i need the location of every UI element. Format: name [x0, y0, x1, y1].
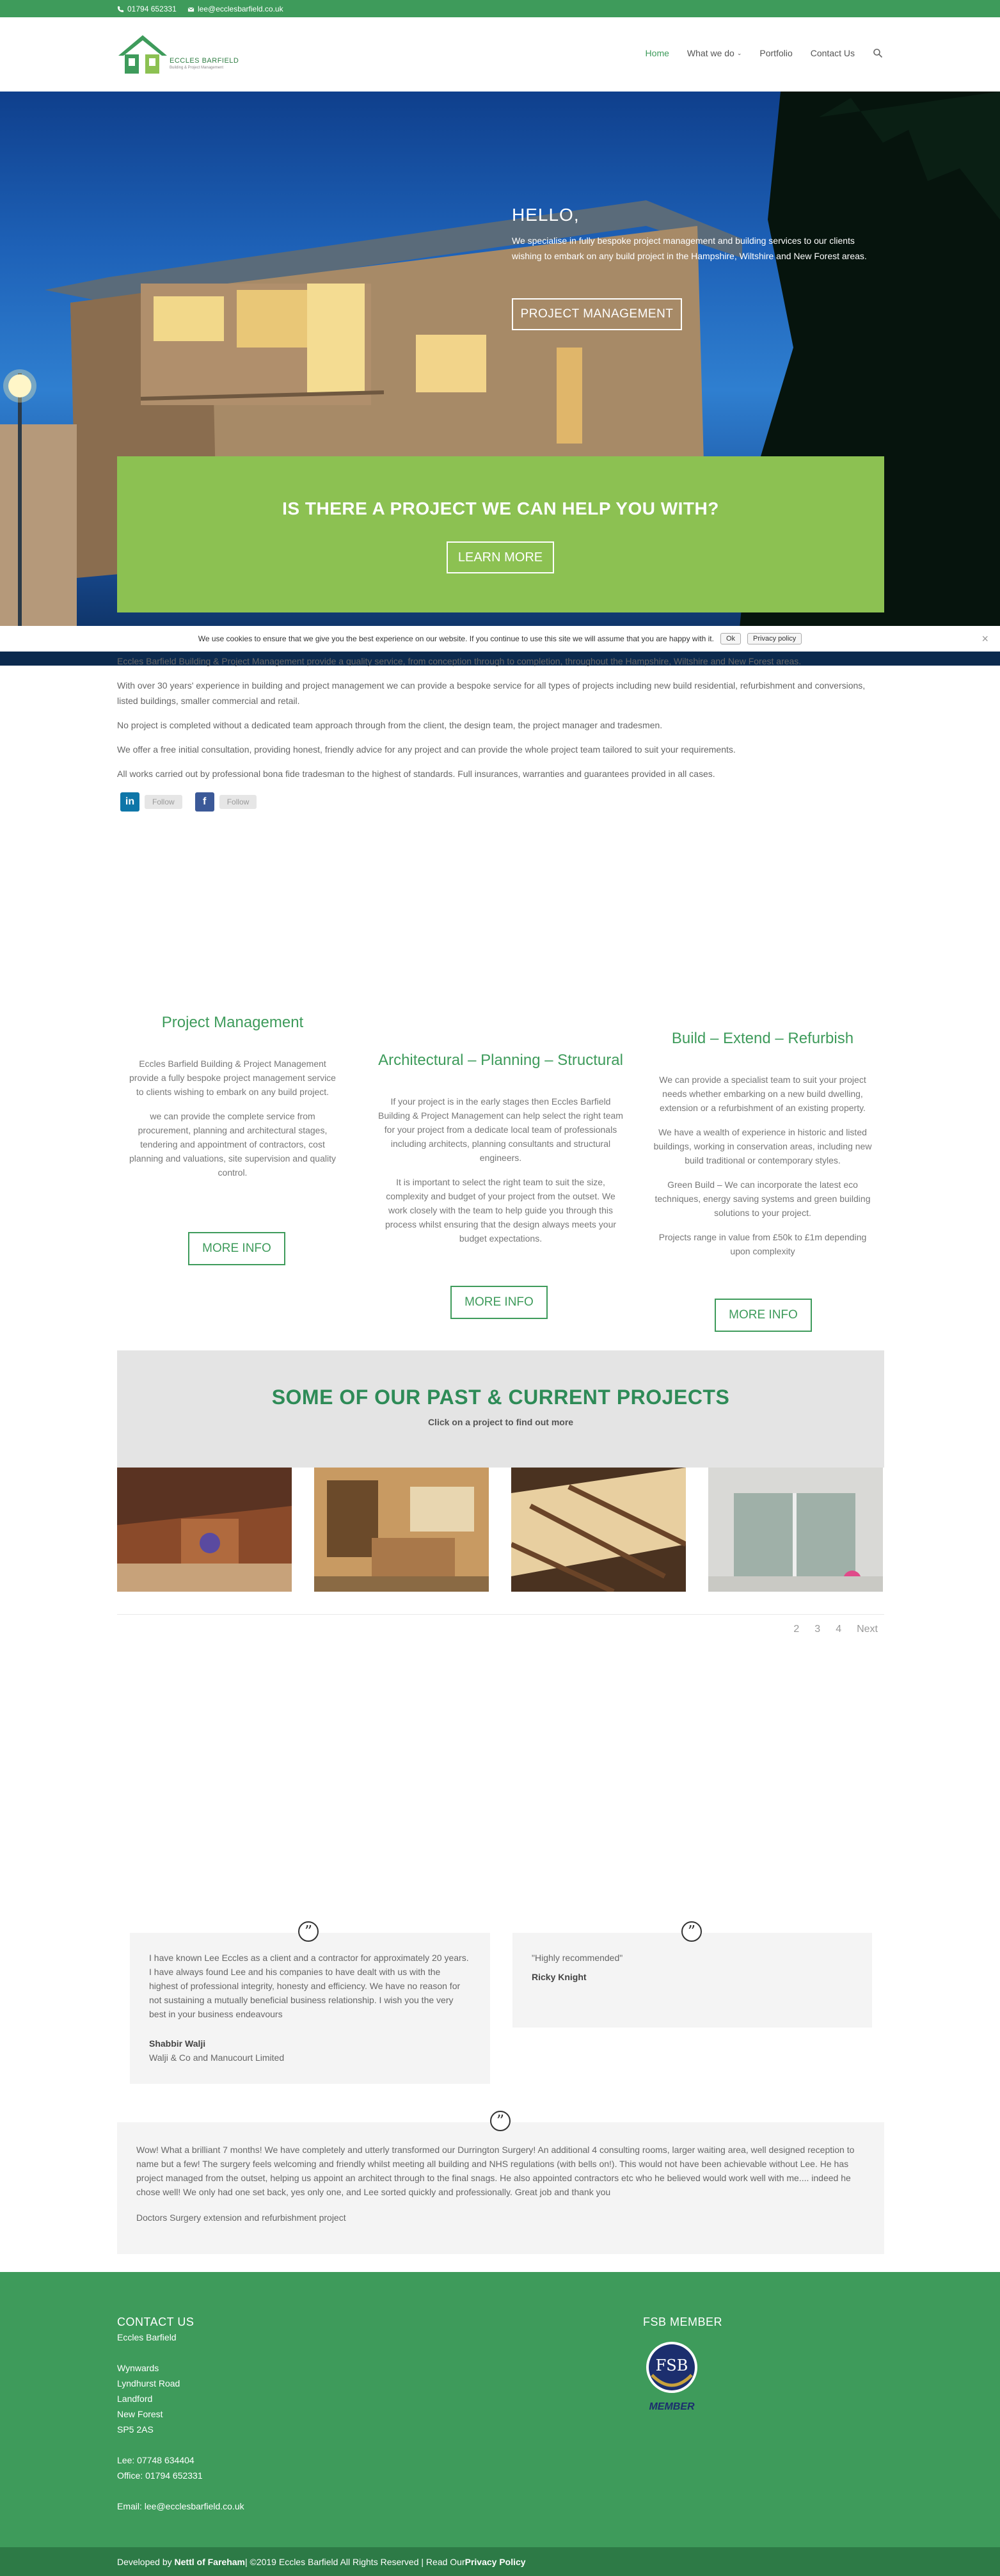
footer-fsb: [643, 2314, 722, 2330]
service-paragraph: It is important to select the right team to suit the size, complexity and budget of your project from the outset. We work closely with the team to help guide you through this process whilst ensuring that the design always meets your budget expectations.: [385, 1177, 617, 1244]
service-architectural: [377, 1053, 624, 1256]
project-image: [511, 1468, 686, 1592]
developer-link[interactable]: Nettl of Fareham: [174, 2556, 245, 2567]
footer-contact: [117, 2314, 244, 2514]
footer-address-line: Lyndhurst Road: [117, 2378, 180, 2388]
intro-paragraph: All works carried out by professional bona fide tradesman to the highest of standards. Full insurances, warranties and guarantees provided in all cases.: [117, 769, 715, 779]
site-footer: [0, 2272, 1000, 2547]
footer-address-line: Wynwards: [117, 2363, 159, 2373]
footer-address-line: SP5 2AS: [117, 2424, 154, 2435]
nav-home[interactable]: Home: [645, 48, 669, 58]
intro-paragraph: We offer a free initial consultation, providing honest, friendly advice for any project and can provide the whole project team tailored to suit your requirements.: [117, 744, 736, 755]
chevron-down-icon: ⌄: [736, 49, 742, 56]
topbar-email-text: lee@ecclesbarfield.co.uk: [198, 4, 283, 13]
service-paragraph: Green Build – We can incorporate the latest eco techniques, energy saving systems and green building solutions to your project.: [655, 1180, 871, 1218]
testimonial-card: [130, 1933, 490, 2084]
fsb-member-logo: [643, 2340, 701, 2416]
nav-contact-us[interactable]: Contact Us: [810, 48, 855, 58]
service-paragraph: Eccles Barfield Building & Project Management provide a fully bespoke project management service to clients wishing to embark on any build project.: [129, 1059, 336, 1097]
main-nav: [646, 48, 883, 58]
testimonial-quote: Wow! What a brilliant 7 months! We have completely and utterly transformed our Durrington Surgery! An additional 4 consulting rooms, larger waiting area, well designed reception to name but a few! The surgery feels welcoming and friendly whilst meeting all building and NHS regulations (with bells on!). This would not have been achievable without Lee. He has project managed from the outset, helping us appoint an architect through to the final snags. He also appointed contractors etc who he believed would work well with me.... indeed he chose well! We only had one set back, yes only one, and Lee sorted quickly and professionally. Great job and thank you: [136, 2145, 855, 2197]
top-bar: [0, 0, 1000, 17]
project-image: [708, 1468, 883, 1592]
cookie-notice: [0, 626, 1000, 652]
project-image: [117, 1468, 292, 1592]
testimonial-name: Ricky Knight: [532, 1972, 587, 1982]
quote-icon: ”: [681, 1921, 702, 1942]
testimonial-name: Shabbir Walji: [149, 2038, 206, 2049]
more-info-button[interactable]: MORE INFO: [715, 1299, 812, 1332]
service-paragraph: We can provide a specialist team to suit your project needs whether embarking on a new build dwelling, extension or a refurbishment of an existing property.: [659, 1075, 866, 1113]
privacy-policy-link[interactable]: Privacy Policy: [464, 2556, 526, 2567]
more-info-button[interactable]: MORE INFO: [450, 1286, 548, 1319]
page-link[interactable]: 2: [793, 1624, 800, 1635]
footer-phone-office[interactable]: Office: 01794 652331: [117, 2470, 203, 2481]
footer-contact-title: CONTACT US: [117, 2316, 194, 2328]
site-header: [0, 17, 1000, 92]
footer-company: Eccles Barfield: [117, 2332, 177, 2342]
project-management-button[interactable]: PROJECT MANAGEMENT: [512, 298, 682, 330]
copyright-text: | ©2019 Eccles Barfield All Rights Reserved | Read Our: [244, 2556, 465, 2567]
divider: [117, 1614, 884, 1615]
hero-text: [512, 205, 883, 264]
page-link[interactable]: 4: [836, 1624, 842, 1635]
page-link[interactable]: 3: [814, 1624, 821, 1635]
house-logo-icon: [117, 33, 168, 79]
project-thumbnail[interactable]: [708, 1468, 883, 1592]
search-icon[interactable]: [873, 48, 883, 58]
service-paragraph: If your project is in the early stages then Eccles Barfield Building & Project Management can help select the right team for your project from a dedicate local team of professionals including architects, planning consultants and structural engineers.: [378, 1096, 623, 1163]
service-build-extend: [649, 1032, 877, 1268]
projects-subtitle: Click on a project to find out more: [427, 1417, 574, 1427]
intro-paragraph: With over 30 years' experience in building and project management we can provide a bespoke service for all types of projects including new build residential, refurbishment and conversions, listed buildings, smaller commercial and retail.: [117, 680, 866, 706]
facebook-follow-button[interactable]: Follow: [219, 795, 257, 809]
service-project-management: [125, 1016, 340, 1190]
footer-address-line: New Forest: [117, 2409, 163, 2419]
cta-panel: [117, 456, 884, 612]
linkedin-icon[interactable]: in: [120, 792, 139, 812]
quote-icon: ”: [298, 1921, 319, 1942]
next-page-link[interactable]: Next: [857, 1624, 878, 1635]
footer-bottom-bar: [0, 2547, 1000, 2576]
service-title: Architectural – Planning – Structural: [378, 1052, 623, 1069]
hero-description: We specialise in fully bespoke project management and building services to our clients wishing to embark on any build project in the Hampshire, Wiltshire and New Forest areas.: [512, 236, 867, 261]
project-thumbnail[interactable]: [314, 1468, 489, 1592]
close-icon[interactable]: ×: [981, 632, 988, 645]
site-logo[interactable]: [117, 33, 239, 79]
nav-portfolio[interactable]: Portfolio: [759, 48, 793, 58]
developed-by-label: Developed by: [117, 2556, 172, 2567]
cookie-ok-button[interactable]: Ok: [720, 633, 741, 644]
learn-more-button[interactable]: LEARN MORE: [447, 541, 554, 573]
fsb-logo-text: FSB: [655, 2356, 688, 2374]
service-title: Build – Extend – Refurbish: [671, 1030, 854, 1047]
testimonial-company: Walji & Co and Manucourt Limited: [149, 2052, 285, 2063]
testimonial-quote: I have known Lee Eccles as a client and a contractor for approximately 20 years. I have always found Lee and his companies to have dealt with us with the highest of professional integrity, honesty and efficiency. We have no reason for not sustaining a mutually beneficial business relationship. I wish you the very best in your business endeavours: [149, 1953, 469, 2019]
fsb-member-text: MEMBER: [649, 2401, 695, 2412]
project-image: [314, 1468, 489, 1592]
quote-icon: ”: [490, 2111, 511, 2131]
topbar-phone-text: 01794 652331: [127, 4, 177, 13]
intro-paragraph: Eccles Barfield Building & Project Management provide a quality service, from conception through to completion, throughout the Hampshire, Wiltshire and New Forest areas.: [117, 656, 802, 666]
service-title: Project Management: [161, 1014, 304, 1031]
topbar-email[interactable]: [187, 4, 283, 13]
service-paragraph: we can provide the complete service from procurement, planning and architectural stages, tendering and appointment of contractors, cost planning and valuations, site supervision and quality control.: [129, 1111, 336, 1178]
hero-title: HELLO,: [512, 205, 580, 225]
projects-header: [117, 1350, 884, 1468]
phone-icon: [117, 6, 124, 13]
service-paragraph: We have a wealth of experience in historic and listed buildings, working in conservation areas, including new build traditional or contemporary styles.: [653, 1127, 872, 1165]
testimonial-card: [512, 1933, 872, 2028]
testimonial-card: [117, 2122, 884, 2254]
topbar-phone[interactable]: [117, 4, 177, 13]
service-paragraph: Projects range in value from £50k to £1m depending upon complexity: [658, 1232, 867, 1256]
footer-phone-lee[interactable]: Lee: 07748 634404: [117, 2455, 194, 2465]
nav-what-we-do-label: What we do: [687, 48, 734, 58]
project-thumbnail[interactable]: [117, 1468, 292, 1592]
nav-what-we-do[interactable]: [687, 48, 742, 58]
testimonial-quote: "Highly recommended": [532, 1953, 623, 1963]
social-follow: [120, 792, 257, 812]
testimonial-company: Doctors Surgery extension and refurbishment project: [136, 2212, 346, 2223]
pagination: [793, 1624, 878, 1635]
privacy-policy-button[interactable]: Privacy policy: [747, 633, 802, 644]
footer-address-line: Landford: [117, 2394, 153, 2404]
cookie-text: We use cookies to ensure that we give you the best experience on our website. If you continue to use this site we will assume that you are happy with it.: [198, 634, 714, 643]
facebook-icon[interactable]: f: [195, 792, 214, 812]
linkedin-follow-button[interactable]: Follow: [145, 795, 182, 809]
logo-brand-text: ECCLES BARFIELD: [170, 57, 239, 65]
envelope-icon: [187, 6, 194, 13]
cta-title: IS THERE A PROJECT WE CAN HELP YOU WITH?: [282, 499, 719, 518]
intro-section: [117, 653, 884, 790]
project-thumbnail[interactable]: [511, 1468, 686, 1592]
fsb-title: FSB MEMBER: [643, 2316, 723, 2328]
intro-paragraph: No project is completed without a dedicated team approach through from the client, the design team, the project manager and tradesmen.: [117, 720, 663, 730]
more-info-button[interactable]: MORE INFO: [188, 1232, 285, 1265]
logo-tagline: Building & Project Management: [170, 66, 224, 70]
footer-email[interactable]: Email: lee@ecclesbarfield.co.uk: [117, 2501, 244, 2511]
projects-title: SOME OF OUR PAST & CURRENT PROJECTS: [271, 1386, 730, 1409]
